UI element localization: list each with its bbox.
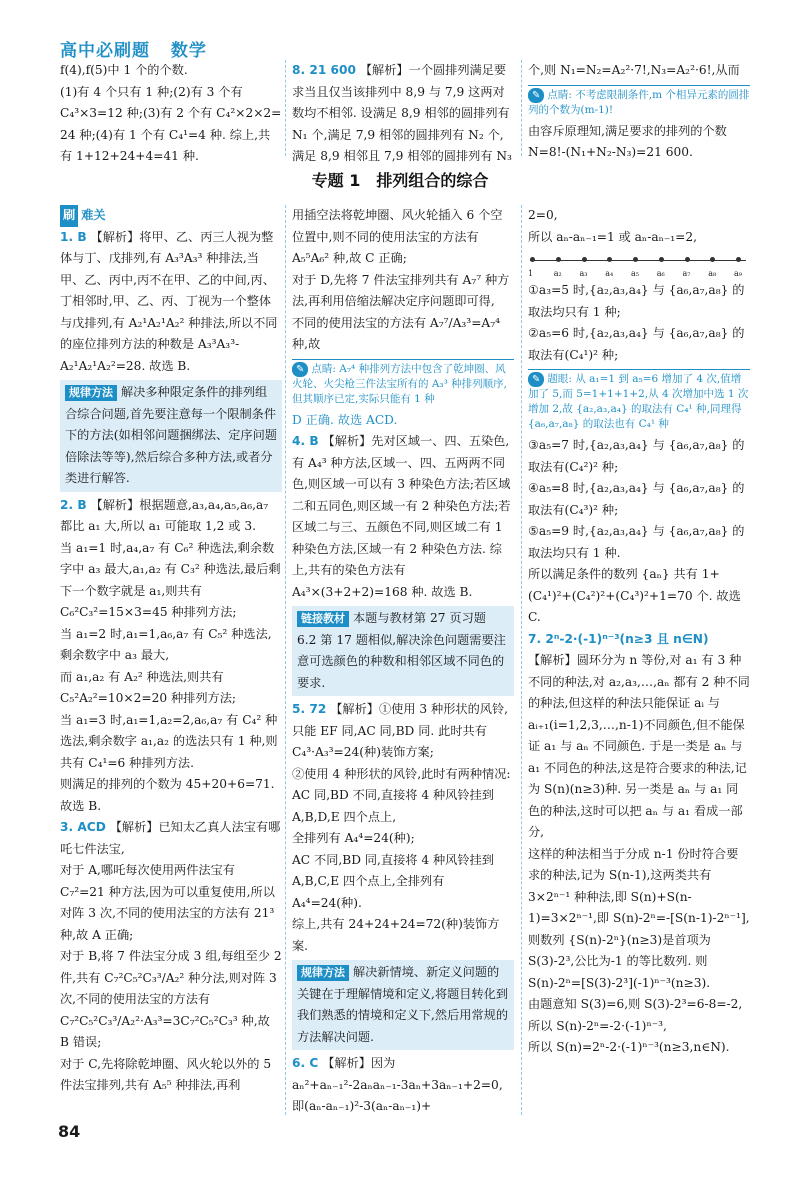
answer-text: ①a₃=5 时,{a₂,a₃,a₄} 与 {a₆,a₇,a₈} 的取法均只有 1 种; xyxy=(528,283,745,319)
number-line-point xyxy=(736,257,741,262)
tip-tag: 规律方法 xyxy=(65,385,117,401)
answer-number: 7. 2ⁿ-2·(-1)ⁿ⁻³(n≥3 且 n∈N) xyxy=(528,631,709,646)
answer-text: AC 同,BD 不同,直接将 4 种风铃挂到 A,B,D,E 四个点上, xyxy=(292,788,494,824)
section-title: 专题 1 排列组合的综合 xyxy=(311,171,489,190)
number-line-point xyxy=(607,257,612,262)
number-line-label: a₉ xyxy=(734,269,742,278)
number-line-label: a₆ xyxy=(656,269,665,278)
method-tip xyxy=(292,960,514,1050)
answer-text: 当 a₁=2 时,a₁=1,a₆,a₇ 有 C₅² 种选法,剩余数字中 a₃ 最大, xyxy=(60,626,272,662)
answer-text: 对于 C,先将除乾坤圈、风火轮以外的 5 件法宝排列,共有 A₅⁵ 种排法,再利 xyxy=(60,1056,272,1092)
answer-text: 【解析】根据题意,a₃,a₄,a₅,a₆,a₇ 都比 a₁ 大,所以 a₁ 可能取 1,2 或 3. xyxy=(60,497,269,533)
method-tip xyxy=(60,380,282,492)
note-icon: ✎ xyxy=(528,372,544,387)
answer-number: 5. 72 xyxy=(292,702,327,716)
answer-text: 当 a₁=3 时,a₁=1,a₂=2,a₆,a₇ 有 C₄² 种选法,剩余数字 a₁,a₂ 的选法只有 1 种,则共有 C₄¹=6 种排列方法. xyxy=(60,712,278,770)
answer-text: 所以 aₙ-aₙ₋₁=1 或 aₙ-aₙ₋₁=2, xyxy=(528,229,698,244)
answer-number: 4. B xyxy=(292,434,319,448)
tip-text: 解决多种限定条件的排列组合综合问题,首先要注意每一个限制条件下的方法(如相邻问题捆绑法、定序问题倍除法等等),然后综合多种方法,或者分类进行解答. xyxy=(65,385,277,485)
main-col-2 xyxy=(292,205,514,1118)
answer-text: 所以满足条件的数列 {aₙ} 共有 1+(C₄¹)²+(C₄²)²+(C₄³)²+1=70 个. 故选 C. xyxy=(528,567,741,624)
divider xyxy=(521,60,522,156)
divider xyxy=(285,205,286,1115)
number-line-figure xyxy=(528,250,750,276)
answer-text: 【解析】因为 aₙ²+aₙ₋₁²-2aₙaₙ₋₁-3aₙ+3aₙ₋₁+2=0,即(aₙ-aₙ₋₁)²-3(aₙ-aₙ₋₁)+ xyxy=(292,1056,503,1113)
top-line: (1)有 4 个只有 1 种;(2)有 3 个有 C₄³×3=12 种;(3)有 2 个有 C₄²×2×2= xyxy=(60,84,282,120)
number-line-label: a₅ xyxy=(631,269,639,278)
page-number: 84 xyxy=(58,1122,81,1141)
tip-tag: 链接教材 xyxy=(297,611,349,627)
answer-number: 3. ACD xyxy=(60,820,106,834)
note-icon: ✎ xyxy=(292,362,308,377)
top-col-2 xyxy=(292,60,514,168)
note-icon: ✎ xyxy=(528,88,544,103)
answer-text: 个,则 N₁=N₂=A₂²·7!,N₃=A₂²·6!,从而 xyxy=(528,63,740,77)
number-line-label: a₃ xyxy=(579,269,588,278)
tip-tag: 规律方法 xyxy=(297,965,349,981)
answer-number: 1. B xyxy=(60,229,87,244)
answer-text: 当 a₁=1 时,a₄,a₇ 有 C₆² 种选法,剩余数字中 a₃ 最大,a₁,a₂ 有 C₃² 种选法,最后剩下一个数字就是 a₁,则共有 C₆²C₃²=15×3=45 种排列方法; xyxy=(60,540,281,619)
answer-number: 2. B xyxy=(60,497,87,512)
answer-text: 全排列有 A₄⁴=24(种); xyxy=(292,831,415,845)
answer-text: ③a₅=7 时,{a₂,a₃,a₄} 与 {a₆,a₇,a₈} 的取法有(C₄²)² 种; xyxy=(528,438,745,474)
subject-title: 数学 xyxy=(170,41,207,61)
divider xyxy=(285,60,286,156)
answer-number: 8. 21 600 xyxy=(292,63,356,77)
note-text: 点睛: 不考虑限制条件,m 个相异元素的圆排列的个数为(m-1)! xyxy=(528,88,750,116)
section-tag: 刷 xyxy=(60,205,78,227)
number-line-point xyxy=(659,257,664,262)
answer-text: ⑤a₅=9 时,{a₂,a₃,a₄} 与 {a₆,a₇,a₈} 的取法均只有 1 种. xyxy=(528,524,745,560)
number-line-label: a₄ xyxy=(605,269,614,278)
key-note xyxy=(528,85,750,118)
answer-text: 则满足的排列的个数为 45+20+6=71. 故选 B. xyxy=(60,777,275,813)
number-line-point xyxy=(582,257,587,262)
note-text: 点睛: A₇⁴ 种排列方法中包含了乾坤圈、风火轮、火尖枪三件法宝所有的 A₃³ 种排列顺序,但其顺序已定,实际只能有 1 种 xyxy=(292,362,508,405)
top-col-1 xyxy=(60,60,282,168)
answer-text: 由容斥原理知,满足要求的排列的个数 N=8!-(N₁+N₂-N₃)=21 600. xyxy=(528,123,727,159)
answer-text: 由题意知 S(3)=6,则 S(3)-2³=6-8=-2,所以 S(n)-2ⁿ=-2·(-1)ⁿ⁻³, xyxy=(528,997,743,1033)
number-line-point xyxy=(633,257,638,262)
top-col-3 xyxy=(528,60,750,164)
answer-text: 【解析】①使用 3 种形状的风铃,只能 EF 同,AC 同,BD 同. 此时共有 C₄³·A₃³=24(种)装饰方案; xyxy=(292,702,509,759)
answer-text: 【解析】先对区域一、四、五染色,有 A₄³ 种方法,区域一、四、五两两不同色,则区域一可以有 3 种染色方法;若区域二和五同色,则区域一有 2 种染色方法;若区域二与三、五颜色不同,则区域二有 1 种染色方法,区域一有 2 种染色方法. 综上,共有的染色方法有 A₄³×(3+2+2)=168 种. 故选 B. xyxy=(292,434,511,599)
number-line-point xyxy=(710,257,715,262)
answer-text: 对于 D,先将 7 件法宝排列共有 A₇⁷ 种方法,再利用倍缩法解决定序问题即可得, xyxy=(292,272,510,308)
answer-text: ②使用 4 种形状的风铃,此时有两种情况: xyxy=(292,766,511,781)
section-heading xyxy=(60,205,106,227)
main-col-3 xyxy=(528,205,750,1059)
answer-text: 这样的种法相当于分成 n-1 份时符合要求的种法,记为 S(n-1),这两类共有 3×2ⁿ⁻¹ 种种法,即 S(n)+S(n-1)=3×2ⁿ⁻¹,即 S(n)-2ⁿ=-[S(n-1)-2ⁿ⁻¹],则数列 {S(n)-2ⁿ}(n≥3)是首项为 S(3)-2³,公比为-1 的等比数列. 则 S(n)-2ⁿ=[S(3)-2³](-1)ⁿ⁻³(n≥3). xyxy=(528,846,750,990)
answer-text: 【解析】一个圆排列满足要求当且仅当该排列中 8,9 与 7,9 这两对数均不相邻. 设满足 8,9 相邻的圆排列有 N₁ 个,满足 7,9 相邻的圆排列有 N₂ 个,满足 8,9 相邻且 7,9 相邻的圆排列有 N₃ xyxy=(292,63,512,163)
top-line: 24 种;(4)有 1 个有 C₄¹=4 种. 综上,共有 1+12+24+4=41 种. xyxy=(60,127,271,163)
answer-text: AC 不同,BD 同,直接将 4 种风铃挂到 A,B,C,E 四个点上,全排列有 A₄⁴=24(种). xyxy=(292,852,494,910)
answer-text: D 正确. 故选 ACD. xyxy=(292,412,398,427)
number-line-label: 1 xyxy=(528,269,534,278)
answer-text: 【解析】已知太乙真人法宝有哪吒七件法宝, xyxy=(60,820,281,856)
answer-number: 6. C xyxy=(292,1056,319,1070)
answer-text: 综上,共有 24+24+24=72(种)装饰方案. xyxy=(292,917,500,953)
answer-text: 而 a₁,a₂ 有 A₂² 种选法,则共有 C₅²A₂²=10×2=20 种排列方法; xyxy=(60,669,236,705)
note-text: 题眼: 从 a₁=1 到 a₅=6 增加了 4 次,值增加了 5,而 5=1+1+1+2,从 4 次增加中选 1 次增加 2,故 {a₂,a₃,a₄} 的取法有 C₄¹ 种,同理得 {a₆,a₇,a₈} 的取法也有 C₄¹ 种 xyxy=(528,373,749,430)
main-col-1 xyxy=(60,205,282,1097)
divider xyxy=(521,205,522,1115)
answer-text: 【解析】圆环分为 n 等份,对 a₁ 有 3 种不同的种法,对 a₂,a₃,…,aₙ 都有 2 种不同的种法,但这样的种法只能保证 aᵢ 与 aᵢ₊₁(i=1,2,3,…,n-1)不同颜色,但不能保证 a₁ 与 aₙ 不同颜色. 于是一类是 aₙ 与 a₁ 不同色的种法,这是符合要求的种法,记为 S(n)(n≥3)种. 另一类是 aₙ 与 a₁ 同色的种法,这时可以把 aₙ 与 a₁ 看成一部分, xyxy=(528,653,750,839)
series-title: 高中必刷题 xyxy=(60,41,150,61)
answer-text: 2=0, xyxy=(528,208,558,222)
number-line-point xyxy=(556,257,561,262)
answer-text: 对于 A,哪吒每次使用两件法宝有 C₇²=21 种方法,因为可以重复使用,所以对阵 3 次,不同的使用法宝的方法有 21³ 种,故 A 正确; xyxy=(60,863,275,942)
number-line-point xyxy=(685,257,690,262)
number-line-label: a₈ xyxy=(708,269,717,278)
answer-text: 所以 S(n)=2ⁿ-2·(-1)ⁿ⁻³(n≥3,n∈N). xyxy=(528,1040,730,1054)
number-line-label: a₇ xyxy=(682,269,691,278)
textbook-link-tip xyxy=(292,606,514,696)
tip-text: 解决新情境、新定义问题的关键在于理解情境和定义,将题目转化到我们熟悉的情境和定义下,然后用常规的方法解决问题. xyxy=(297,965,509,1044)
answer-text: 不同的使用法宝的方法有 A₇⁷/A₃³=A₇⁴ 种,故 xyxy=(292,315,500,351)
section-label: 难关 xyxy=(81,208,106,222)
answer-text: 【解析】将甲、乙、丙三人视为整体与丁、戊排列,有 A₃³A₃³ 种排法,当甲、乙、丙中,丙不在甲、乙的中间,丙、丁相邻时,甲、乙、丙、丁视为一个整体与戊排列,有 A₂¹A₂¹A₂² 种排法,所以不同的座位排列方法的种数是 A₃³A₃³-A₂¹A₂¹A₂²=28. 故选 B. xyxy=(60,229,278,373)
key-note xyxy=(292,359,514,407)
tip-text: 本题与教材第 27 页习题 6.2 第 17 题相似,解决涂色问题需要注意可选颜色的种数和相邻区域不同色的要求. xyxy=(297,611,506,690)
key-note xyxy=(528,369,750,432)
book-header xyxy=(60,36,221,61)
answer-text: 用插空法将乾坤圈、风火轮插入 6 个空位置中,则不同的使用法宝的方法有 A₅⁵A₆² 种,故 C 正确; xyxy=(292,208,503,265)
number-line-label: a₂ xyxy=(553,269,562,278)
answer-text: ②a₅=6 时,{a₂,a₃,a₄} 与 {a₆,a₇,a₈} 的取法有(C₄¹)² 种; xyxy=(528,326,745,362)
answer-text: ④a₅=8 时,{a₂,a₃,a₄} 与 {a₆,a₇,a₈} 的取法有(C₄³)² 种; xyxy=(528,481,745,517)
answer-text: 对于 B,将 7 件法宝分成 3 组,每组至少 2 件,共有 C₇²C₅²C₃³/A₂² 种分法,则对阵 3 次,不同的使用法宝的方法有 C₇²C₅²C₃³/A₂²·A₃³=3C₇²C₅²C₃³ 种,故 B 错误; xyxy=(60,949,282,1049)
number-line-point xyxy=(530,257,535,262)
top-line: f(4),f(5)中 1 个的个数. xyxy=(60,63,188,77)
